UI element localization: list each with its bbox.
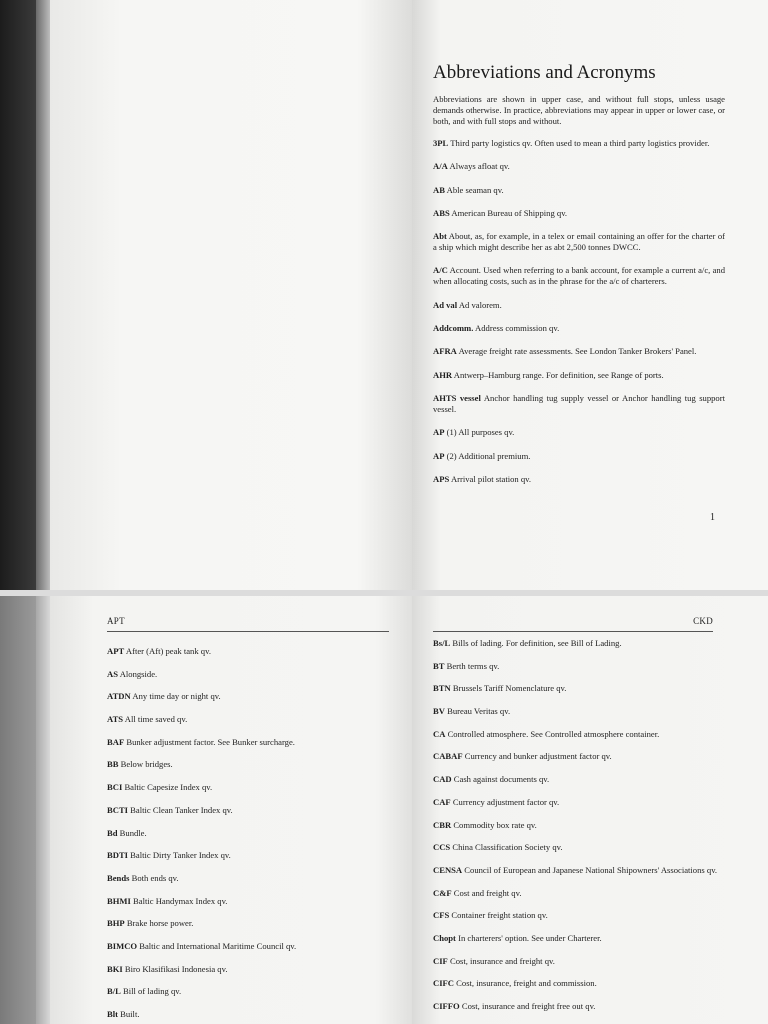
entry-text: About, as, for example, in a telex or email containing an offer for the charter of a ship which might describe her as abt 2,500 tonnes DWCC. — [433, 231, 725, 253]
entry-text: Container freight station qv. — [451, 910, 548, 921]
book-edge-shadow — [0, 0, 36, 590]
entry-text: Bureau Veritas qv. — [447, 706, 511, 717]
entry-term: BCI — [107, 782, 123, 793]
entry-term: Blt — [107, 1009, 118, 1019]
entry-term: Chopt — [433, 932, 456, 943]
entry-term: BCTI — [107, 804, 129, 815]
entry-text: Both ends qv. — [131, 872, 179, 883]
entry — [107, 964, 392, 975]
entry-text: Bills of lading. For definition, see Bill of Lading. — [452, 638, 622, 648]
entry — [433, 300, 725, 311]
page-number: 1 — [710, 512, 715, 523]
entry — [433, 729, 723, 740]
entry — [107, 986, 392, 997]
entry-term: Bd — [107, 827, 118, 838]
entry — [107, 850, 392, 861]
entry-text: China Classification Society qv. — [452, 842, 563, 853]
entry-term: CABAF — [433, 751, 463, 762]
entry-term: CBR — [433, 819, 452, 830]
entry-text: Able seaman qv. — [446, 184, 504, 195]
entry — [433, 865, 723, 876]
entry-text: Cost, insurance and freight free out qv. — [461, 1001, 596, 1011]
entry-term: C&F — [433, 887, 452, 898]
entry-term: AB — [433, 184, 445, 195]
entry-term: AHR — [433, 369, 453, 380]
entry-term: BV — [433, 706, 445, 717]
entry — [433, 956, 723, 967]
entry-text: Built. — [120, 1009, 140, 1019]
entry-text: Arrival pilot station qv. — [450, 473, 532, 484]
entry-term: CA — [433, 728, 446, 739]
entry — [107, 828, 392, 839]
entry-term: BT — [433, 660, 445, 671]
entry-text: Always afloat qv. — [449, 161, 510, 172]
entry — [433, 370, 725, 381]
entry-term: APS — [433, 473, 450, 484]
entry-text: Cash against documents qv. — [453, 774, 550, 785]
entry-term: Bs/L — [433, 638, 451, 648]
entry-text: Ad valorem. — [458, 299, 502, 310]
entry — [433, 138, 725, 149]
entry-text: Address commission qv. — [475, 323, 560, 334]
entry — [433, 323, 725, 334]
entry — [433, 346, 725, 357]
entry-term: Ad val — [433, 299, 458, 310]
entry — [433, 683, 723, 694]
blank-left-page — [50, 0, 412, 590]
entry — [433, 265, 725, 287]
entry-term: BKI — [107, 963, 123, 974]
entry-term: Bends — [107, 872, 130, 883]
entry-term: A/A — [433, 161, 448, 172]
entry — [433, 427, 725, 438]
book-edge-shadow — [0, 596, 36, 1024]
entry-text: Cost, insurance and freight qv. — [449, 955, 555, 966]
entry-text: Bundle. — [119, 827, 147, 838]
entry-text: Cost, insurance, freight and commission. — [456, 978, 597, 989]
entry — [433, 1001, 723, 1012]
entry-text: Baltic Handymax Index qv. — [133, 895, 228, 906]
entry — [433, 185, 725, 196]
page-title: Abbreviations and Acronyms — [433, 62, 656, 83]
entry-text: Baltic Clean Tanker Index qv. — [130, 804, 233, 815]
entry — [433, 842, 723, 853]
entry-term: CENSA — [433, 864, 463, 875]
entry-text: Alongside. — [119, 668, 158, 679]
entry-text: Controlled atmosphere. See Controlled atmosphere container. — [447, 728, 660, 739]
header-rule — [433, 631, 713, 632]
entry-term: AHTS vessel — [433, 392, 481, 403]
entry — [107, 691, 392, 702]
entry-term: B/L — [107, 986, 121, 997]
entry-text: Any time day or night qv. — [132, 691, 221, 702]
entry-text: Currency and bunker adjustment factor qv. — [464, 751, 612, 762]
entry-term: APT — [107, 646, 125, 656]
entry — [433, 638, 723, 649]
entry — [433, 797, 723, 808]
entry-text: Below bridges. — [120, 759, 173, 770]
entries-list — [433, 138, 725, 497]
entry-term: ABS — [433, 207, 450, 218]
entry-text: Account. Used when referring to a bank account, for example a current a/c, and when allocating costs, such as in the phrase for the a/c of charterers. — [433, 265, 725, 287]
entry-text: Antwerp–Hamburg range. For definition, see Range of ports. — [453, 369, 664, 380]
entry — [433, 751, 723, 762]
entry-text: Berth terms qv. — [446, 660, 500, 671]
entry-term: AS — [107, 668, 118, 679]
entry-text: After (Aft) peak tank qv. — [125, 646, 211, 656]
entry-term: CIFFO — [433, 1001, 460, 1011]
entry — [107, 782, 392, 793]
entry — [107, 737, 392, 748]
running-header-right: CKD — [693, 616, 713, 626]
entry — [433, 231, 725, 253]
entry-text: Brake horse power. — [126, 918, 194, 929]
entry-term: CCS — [433, 842, 451, 853]
entry-term: BB — [107, 759, 119, 770]
entry-text: American Bureau of Shipping qv. — [451, 207, 568, 218]
entries-list — [107, 646, 392, 1024]
entry-term: BIMCO — [107, 940, 138, 951]
entry-text: In charterers' option. See under Charterer. — [458, 932, 602, 943]
entry-term: ATS — [107, 714, 124, 725]
entry — [433, 933, 723, 944]
entry-text: Baltic Capesize Index qv. — [124, 782, 213, 793]
left-page-2 — [50, 596, 412, 1024]
entry — [433, 451, 725, 462]
right-page-3 — [412, 596, 768, 1024]
entry-term: AP — [433, 427, 445, 438]
entry-text: Anchor handling tug supply vessel or Anchor handling tug support vessel. — [433, 392, 725, 414]
entry — [433, 888, 723, 899]
entry — [107, 759, 392, 770]
entry — [107, 873, 392, 884]
intro-paragraph: Abbreviations are shown in upper case, and without full stops, unless usage demands otherwise. In practice, abbreviations may appear in upper or lower case, or both, and with full stops and without. — [433, 94, 725, 126]
entry — [433, 774, 723, 785]
entry-term: BTN — [433, 683, 451, 694]
entry-term: CAD — [433, 774, 452, 785]
entry — [107, 896, 392, 907]
entry-term: CIFC — [433, 978, 455, 989]
entry-text: (2) Additional premium. — [446, 450, 531, 461]
book-edge — [36, 596, 50, 1024]
entry — [107, 646, 392, 657]
entry — [107, 669, 392, 680]
entry-term: BHP — [107, 918, 125, 929]
entry — [433, 474, 725, 485]
entry — [433, 208, 725, 219]
entry-text: Third party logistics qv. Often used to mean a third party logistics provider. — [450, 138, 710, 148]
entry-term: CFS — [433, 910, 450, 921]
entry-text: (1) All purposes qv. — [446, 427, 515, 438]
entry — [433, 393, 725, 415]
entry — [107, 805, 392, 816]
book-edge — [36, 0, 50, 590]
entry-term: 3PL — [433, 138, 449, 148]
entry-term: BHMI — [107, 895, 131, 906]
entry — [107, 941, 392, 952]
entry-term: Addcomm. — [433, 323, 474, 334]
entry-term: BDTI — [107, 850, 129, 861]
entry-text: Council of European and Japanese National Shipowners' Associations qv. — [464, 864, 718, 875]
entry-term: AFRA — [433, 346, 457, 357]
running-header-left: APT — [107, 616, 125, 626]
entry-text: Bunker adjustment factor. See Bunker surcharge. — [126, 736, 295, 747]
entry-text: Currency adjustment factor qv. — [452, 796, 560, 807]
entry-text: All time saved qv. — [124, 714, 188, 725]
entry-text: Baltic and International Maritime Council qv. — [139, 940, 297, 951]
entry-text: Commodity box rate qv. — [453, 819, 537, 830]
entry — [433, 910, 723, 921]
entry-text: Brussels Tariff Nomenclature qv. — [452, 683, 567, 694]
entry — [433, 661, 723, 672]
entry-text: Cost and freight qv. — [453, 887, 522, 898]
entries-list — [433, 638, 723, 1024]
entry-term: ATDN — [107, 691, 131, 702]
entry-term: AP — [433, 450, 445, 461]
header-rule — [107, 631, 389, 632]
entry-term: CIF — [433, 955, 448, 966]
entry — [107, 918, 392, 929]
entry — [107, 714, 392, 725]
entry — [433, 820, 723, 831]
right-page-1 — [412, 0, 768, 590]
entry-term: BAF — [107, 736, 125, 747]
entry-text: Bill of lading qv. — [123, 986, 182, 997]
entry-text: Average freight rate assessments. See London Tanker Brokers' Panel. — [458, 346, 697, 357]
entry — [433, 978, 723, 989]
entry — [433, 706, 723, 717]
entry — [107, 1009, 392, 1020]
bottom-spread — [0, 596, 768, 1024]
entry-term: A/C — [433, 265, 448, 276]
entry-text: Baltic Dirty Tanker Index qv. — [130, 850, 231, 861]
entry-term: CAF — [433, 796, 451, 807]
entry — [433, 161, 725, 172]
entry-term: Abt — [433, 231, 447, 242]
entry-text: Biro Klasifikasi Indonesia qv. — [124, 963, 228, 974]
